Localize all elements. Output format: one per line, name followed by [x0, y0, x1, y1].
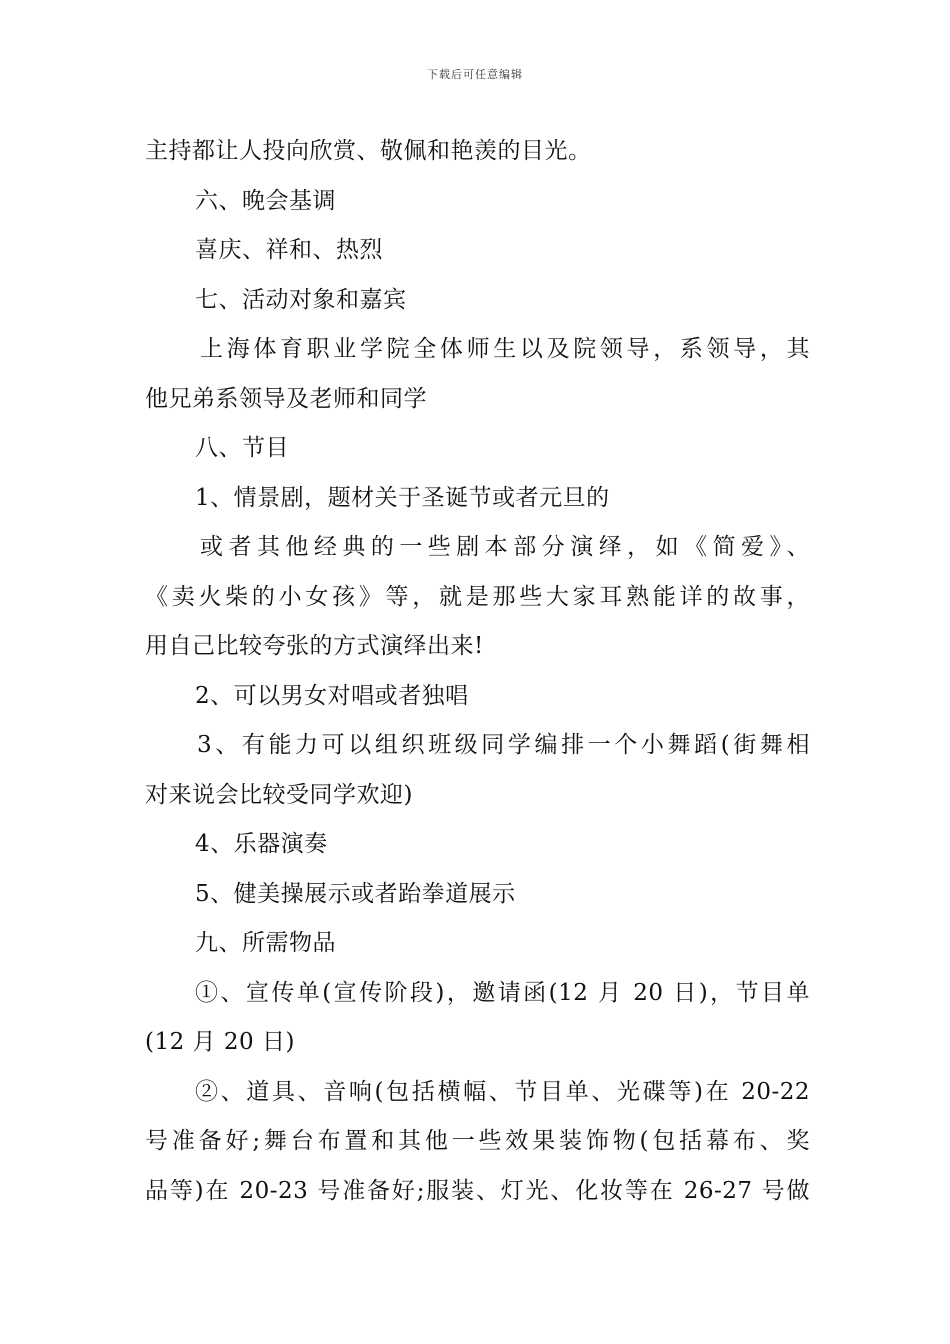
list-item: 5、健美操展示或者跆拳道展示 [195, 880, 516, 907]
paragraph-line: 喜庆、祥和、热烈 [195, 237, 383, 263]
paragraph-line: 或者其他经典的一些剧本部分演绎，如《简爱》、 [200, 534, 810, 560]
list-item: ①、宣传单(宣传阶段)，邀请函(12 月 20 日)，节目单 [195, 979, 810, 1006]
paragraph-line: 用自己比较夸张的方式演绎出来! [145, 633, 484, 659]
paragraph-line: 号准备好;舞台布置和其他一些效果装饰物(包括幕布、奖 [145, 1128, 810, 1154]
list-item: 3、有能力可以组织班级同学编排一个小舞蹈(街舞相 [197, 732, 810, 758]
page-header: 下载后可任意编辑 [427, 68, 523, 81]
paragraph-line: 主持都让人投向欣赏、敬佩和艳羡的目光。 [145, 138, 592, 164]
paragraph-line: 他兄弟系领导及老师和同学 [145, 385, 427, 412]
section-heading: 八、节目 [195, 435, 289, 461]
paragraph-line: 对来说会比较受同学欢迎) [145, 781, 413, 808]
document-body [145, 127, 810, 1216]
paragraph-line: 上海体育职业学院全体师生以及院领导，系领导，其 [200, 336, 810, 362]
section-heading: 六、晚会基调 [195, 187, 336, 214]
section-heading: 九、所需物品 [195, 930, 336, 956]
list-item: 2、可以男女对唱或者独唱 [195, 682, 469, 709]
paragraph-line: (12 月 20 日) [145, 1029, 295, 1055]
section-heading: 七、活动对象和嘉宾 [195, 286, 407, 313]
list-item: ②、道具、音响(包括横幅、节目单、光碟等)在 20-22 [195, 1078, 810, 1105]
list-item: 4、乐器演奏 [195, 831, 328, 857]
paragraph-line: 《卖火柴的小女孩》等，就是那些大家耳熟能详的故事， [145, 583, 810, 610]
list-item: 1、情景剧，题材关于圣诞节或者元旦的 [195, 484, 610, 511]
paragraph-line: 品等)在 20-23 号准备好;服装、灯光、化妆等在 26-27 号做 [145, 1177, 810, 1204]
